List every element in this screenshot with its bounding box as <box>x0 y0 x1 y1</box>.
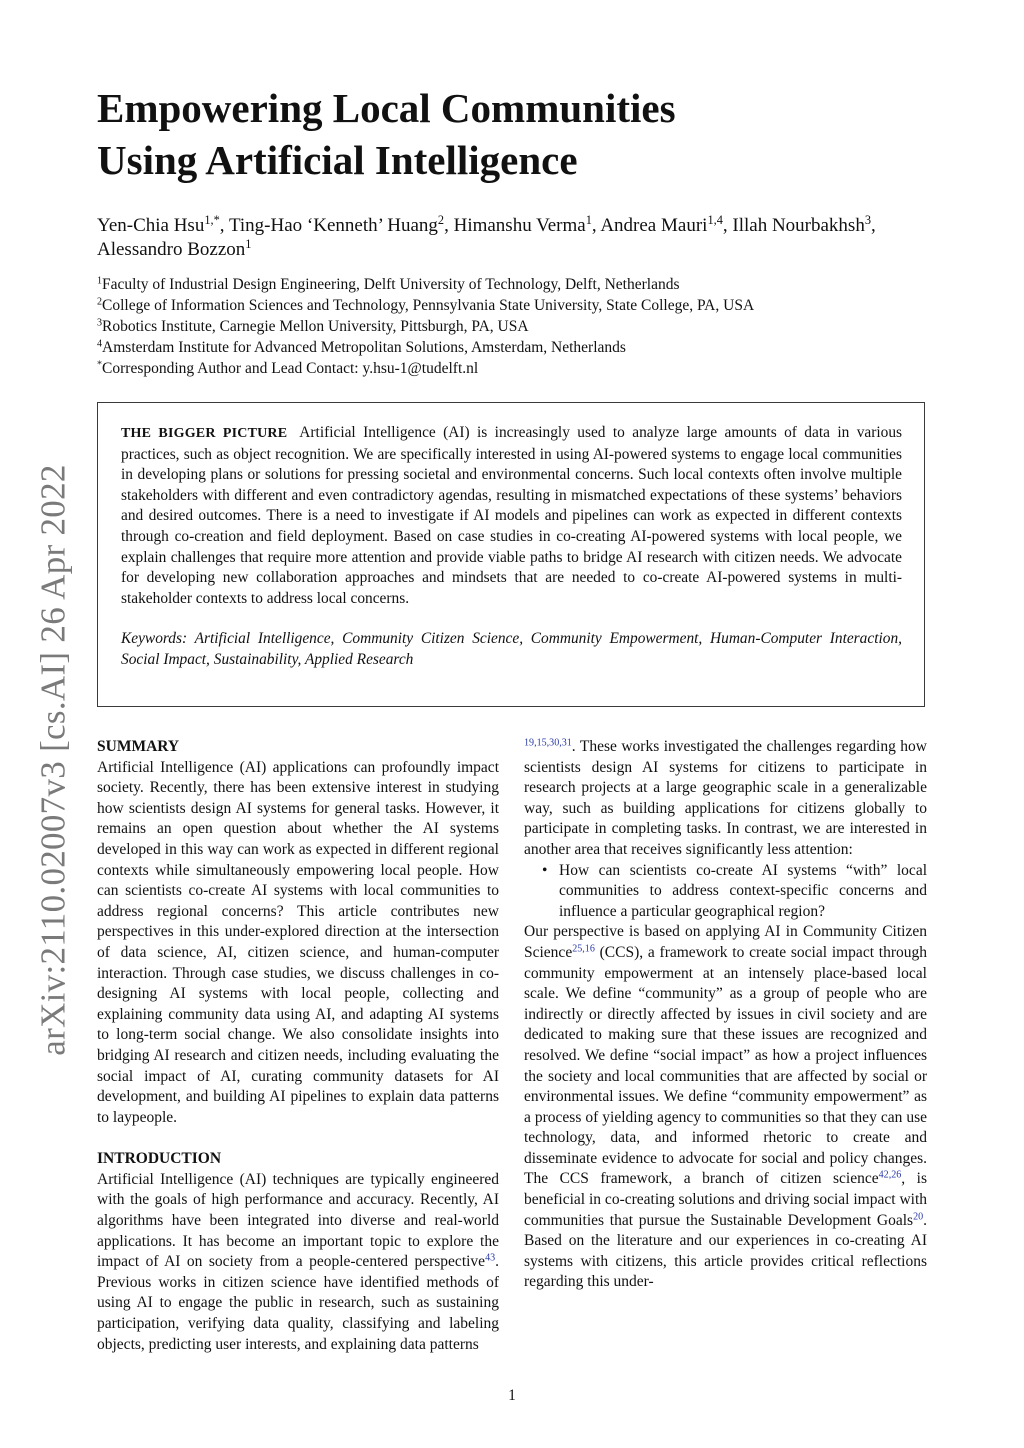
author: Andrea Mauri$^{1,4}$, <box>600 213 733 236</box>
affiliation: $^2$College of Information Sciences and Technology, Pennsylvania State University, State College, PA, USA <box>97 296 755 314</box>
introduction-paragraph-2: Our perspective is based on applying AI in Community Citizen Science$^{25,16}$ (CCS), a framework to create social impact through community empowerment at an intensely place-based local scale. We define “community” as a group of people who are indirectly or directly affected by issues in civil society and are dedicated to making sure that these issues are recognized and resolved. We define “social impact” as how a project influences the society and local communities that are affected by social or environmental issues. We define “community empowerment” as a process of yielding agency to communities so that they can use technology, data, and informed rhetoric to create and disseminate evidence to advocate for social and policy changes. The CCS framework, a branch of citizen science$^{42,26}$, is beneficial in co-creating solutions and driving social impact with communities that pursue the Sustainable Development Goals$^{20}$. Based on the literature and our experiences in co-creating AI systems with citizens, this article provides critical reflections regarding this under- <box>524 923 927 1291</box>
citation-link[interactable]: 19,15,30,31 <box>524 737 572 749</box>
bullet-dot-icon: • <box>542 861 548 879</box>
affiliation-list <box>97 274 927 379</box>
right-column <box>524 737 927 1293</box>
paper-title <box>97 82 917 186</box>
citation-link[interactable]: 42,26 <box>878 1169 902 1181</box>
introduction-paragraph-1: Artificial Intelligence (AI) techniques are typically engineered with the goals of high performance and accuracy. Recently, AI algorithms have been integrated into diverse and real-world applications. It has become an important topic to explore the impact of AI on society from a people-centered perspective$^{43}$. Previous works in citizen science have identified methods of using AI to engage the public in research, such as sustaining participation, verifying data quality, classifying and labeling objects, predicting user interests, and explaining data patterns <box>97 1170 499 1353</box>
keywords: Keywords: Artificial Intelligence, Community Citizen Science, Community Empowerment, Human-Computer Interaction, Social Impact, Sustainability, Applied Research <box>121 630 902 668</box>
paper-title-line-1: Empowering Local Communities <box>97 85 676 131</box>
author: Yen-Chia Hsu$^{1,*}$, <box>97 213 229 236</box>
author: Ting-Hao ‘Kenneth’ Huang$^2$, <box>228 213 454 236</box>
bigger-picture-box <box>97 402 925 707</box>
affiliation: $^3$Robotics Institute, Carnegie Mellon University, Pittsburgh, PA, USA <box>97 317 529 335</box>
arxiv-identifier-text: arXiv:2110.02007v3 [cs.AI] 26 Apr 2022 <box>34 464 74 1056</box>
left-column <box>97 737 499 1355</box>
research-question-bullet <box>542 861 927 923</box>
citation-link[interactable]: 43 <box>485 1252 496 1264</box>
author: Alessandro Bozzon$^1$ <box>97 237 252 260</box>
author-list <box>97 214 927 262</box>
paper-title-line-2: Using Artificial Intelligence <box>97 137 578 183</box>
affiliation: $^4$Amsterdam Institute for Advanced Metropolitan Solutions, Amsterdam, Netherlands <box>97 338 626 356</box>
introduction-heading: INTRODUCTION <box>97 1150 222 1168</box>
summary-heading: SUMMARY <box>97 738 180 755</box>
corresponding-author: *Corresponding Author and Lead Contact: y.hsu-1@tudelft.nl <box>97 359 479 377</box>
arxiv-identifier <box>28 455 80 1065</box>
affiliation: $^1$Faculty of Industrial Design Engineering, Delft University of Technology, Delft, Netherlands <box>97 275 680 293</box>
author: Himanshu Verma$^1$, <box>453 213 601 236</box>
page-number: 1 <box>508 1387 516 1404</box>
summary-text: Artificial Intelligence (AI) applications can profoundly impact society. Recently, there has been extensive interest in studying how scientists design AI systems for general tasks. However, it remains an open question about whether the AI systems developed in this way can work as expected in different regional contexts while simultaneously empowering local people. How can scientists co-create AI systems with local communities to address regional concerns? This article contributes new perspectives in this under-explored direction at the intersection of data science, AI, citizen science, and human-computer interaction. Through case studies, we discuss challenges in co-designing AI systems with local people, collecting and explaining community data using AI, and adapting AI systems to long-term social change. We also consolidate insights into bridging AI research and citizen needs, including evaluating the social impact of AI, curating community datasets for AI development, and building AI pipelines to explain data patterns to laypeople. <box>97 758 499 1126</box>
author: Illah Nourbakhsh$^3$, <box>732 213 876 236</box>
citation-link[interactable]: 20 <box>913 1211 924 1223</box>
bigger-picture-label: THE BIGGER PICTURE <box>121 426 288 441</box>
citation-link[interactable]: 25,16 <box>572 943 595 955</box>
research-question-text: How can scientists co-create AI systems “with” local communities to address context-specific concerns and influence a particular geographical region? <box>559 861 927 920</box>
bigger-picture-text: THE BIGGER PICTURE Artificial Intelligence (AI) is increasingly used to analyze large amounts of data in various practices, such as object recognition. We are specifically interested in using AI-powered systems to engage local communities in developing plans or solutions for pressing societal and environmental concerns. Such local contexts often involve multiple stakeholders with different and even contradictory agendas, resulting in mismatched expectations of these systems’ behaviors and desired outcomes. There is a need to investigate if AI models and pipelines can work as expected in different contexts through co-creation and field deployment. Based on case studies in co-creating AI-powered systems with local people, we explain challenges that require more attention and provide viable paths to bridge AI research with citizen needs. We advocate for developing new collaboration approaches and mindsets that are needed to co-create AI-powered systems in multi-stakeholder contexts to address local concerns. <box>121 424 902 607</box>
introduction-paragraph-1-continued: $^{19,15,30,31}$. These works investigated the challenges regarding how scientists design AI systems for citizens to participate in research projects at a large geographic scale in a generalizable way, such as building applications for citizens globally to participate in completing tasks. In contrast, we are interested in another area that receives significantly less attention: <box>524 737 927 858</box>
